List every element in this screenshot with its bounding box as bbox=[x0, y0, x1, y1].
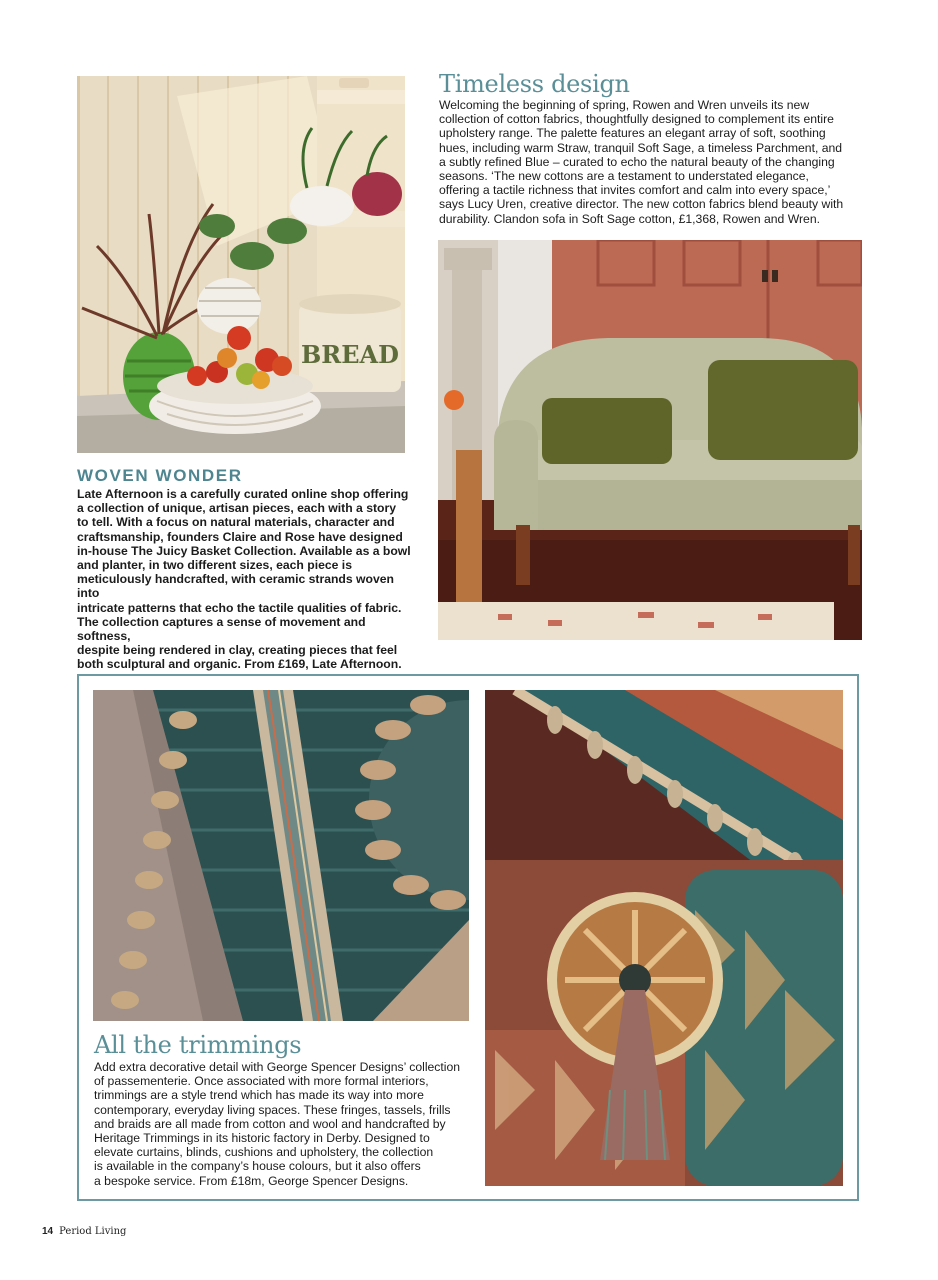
woven-basket-photo bbox=[77, 76, 405, 453]
rosette-tassel-photo bbox=[485, 690, 843, 1186]
timeless-line: hues, including warm Straw, tranquil Soft Sage, a timeless Parchment, and bbox=[439, 140, 843, 155]
tassel-fringe-photo bbox=[93, 690, 469, 1021]
woven-line: intricate patterns that echo the tactile qualities of fabric. bbox=[77, 600, 402, 615]
trimmings-line: Heritage Trimmings in its historic factory in Derby. Designed to bbox=[94, 1131, 430, 1146]
woven-line: The collection captures a sense of movement and softness, bbox=[77, 614, 366, 644]
woven-line: both sculptural and organic. From £169, Late Afternoon. bbox=[77, 657, 402, 672]
page-footer bbox=[42, 1226, 126, 1237]
timeless-line: seasons. ‘The new cottons are a testament to understated elegance, bbox=[439, 169, 809, 184]
bread-tin-label: BREAD bbox=[301, 340, 399, 369]
timeless-line: Welcoming the beginning of spring, Rowen and Wren unveils its new bbox=[439, 98, 810, 112]
page-number: 14 bbox=[42, 1226, 54, 1237]
woven-line: a collection of unique, artisan pieces, each with a story bbox=[77, 501, 396, 516]
woven-line: in-house The Juicy Basket Collection. Available as a bowl bbox=[77, 543, 411, 558]
timeless-line: a subtly refined Blue – curated to echo the natural beauty of the changing bbox=[439, 154, 835, 169]
timeless-line: durability. Clandon sofa in Soft Sage cotton, £1,368, Rowen and Wren. bbox=[439, 211, 820, 226]
trimmings-line: and braids are all made from cotton and wool and handcrafted by bbox=[94, 1116, 446, 1131]
sage-sofa-photo bbox=[438, 240, 862, 640]
woven-wonder-heading: WOVEN WONDER bbox=[77, 466, 243, 485]
trimmings-line: contemporary, everyday living spaces. These fringes, tassels, frills bbox=[94, 1102, 451, 1117]
trimmings-line: elevate curtains, blinds, cushions and upholstery, the collection bbox=[94, 1145, 434, 1160]
trimmings-body bbox=[94, 1060, 474, 1188]
trimmings-heading: All the trimmings bbox=[94, 1031, 302, 1059]
woven-line: meticulously handcrafted, with ceramic strands woven into bbox=[77, 572, 394, 601]
timeless-design-body bbox=[439, 98, 863, 226]
woven-line: Late Afternoon is a carefully curated online shop offering bbox=[77, 487, 409, 501]
woven-line: despite being rendered in clay, creating pieces that feel bbox=[77, 643, 398, 658]
trimmings-line: is available in the company’s house colours, but it also offers bbox=[94, 1159, 421, 1174]
trimmings-line: trimmings are a style trend which has made its way into more bbox=[94, 1088, 424, 1103]
trimmings-line: of passementerie. Once associated with more formal interiors, bbox=[94, 1074, 429, 1089]
timeless-line: says Lucy Uren, creative director. The new cotton fabrics blend beauty with bbox=[439, 197, 844, 212]
timeless-design-article bbox=[439, 70, 863, 226]
timeless-line: offering a tactile richness that invites comfort and calm into every space,’ bbox=[439, 183, 831, 198]
woven-line: craftsmanship, founders Claire and Rose have designed bbox=[77, 529, 403, 544]
woven-line: and planter, in two different sizes, each piece is bbox=[77, 558, 352, 573]
magazine-name: Period Living bbox=[59, 1226, 127, 1237]
timeless-line: collection of cotton fabrics, thoughtfully designed to complement its entire bbox=[439, 112, 834, 127]
woven-line: to tell. With a focus on natural materials, character and bbox=[77, 515, 395, 530]
trimmings-line: Add extra decorative detail with George Spencer Designs’ collection bbox=[94, 1060, 461, 1074]
all-the-trimmings-article bbox=[94, 1030, 474, 1188]
timeless-line: upholstery range. The palette features an elegant array of soft, soothing bbox=[439, 126, 826, 141]
woven-wonder-body bbox=[77, 487, 417, 672]
timeless-design-heading: Timeless design bbox=[439, 70, 630, 98]
trimmings-line: a bespoke service. From £18m, George Spencer Designs. bbox=[94, 1173, 409, 1188]
woven-wonder-article bbox=[77, 466, 417, 672]
